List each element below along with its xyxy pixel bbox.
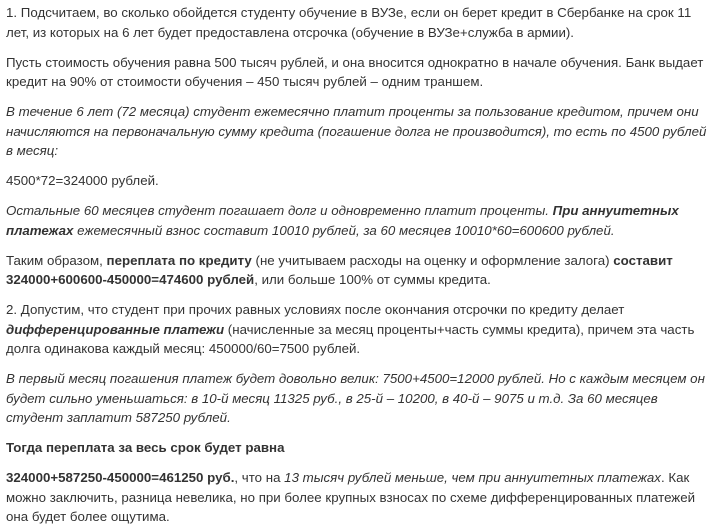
paragraph-6-text-c: (не учитываем расходы на оценку и оформление залога) [251, 252, 614, 268]
paragraph-5-emphasis: При аннуитетных платежах [6, 203, 679, 238]
paragraph-6 [6, 251, 716, 290]
paragraph-1: 1. Подсчитаем, во сколько обойдется студенту обучение в ВУЗе, если он берет кредит в Сбербанке на срок 11 лет, из которых на 6 лет будет предоставлена отсрочка (обучение в ВУЗе+служба в армии). [6, 5, 692, 40]
paragraph-7-emphasis: дифференцированные платежи [6, 321, 225, 337]
paragraph-10-text-d: . Как можно заключить, разница невелика, но при более крупных взносах по схеме дифференцированных платежей она будет более ощутима. [6, 470, 696, 524]
paragraph-3: В течение 6 лет (72 месяца) студент ежемесячно платит проценты за пользование кредитом, причем они начисляются на первоначальную сумму кредита (погашение долга не производится), то есть по 4500 рублей в месяц: [6, 104, 707, 158]
paragraph-5-text-a: Остальные 60 месяцев студент погашает долг и одновременно платит проценты. [6, 203, 553, 218]
paragraph-7-text-c: (начисленные за месяц проценты+часть суммы кредита), причем эта часть долга одинакова каждый месяц: 450000/60=7500 рублей. [6, 321, 695, 356]
paragraph-7 [6, 300, 716, 359]
paragraph-10-emphasis: 324000+587250-450000=461250 руб. [6, 470, 235, 485]
paragraph-9: Тогда переплата за весь срок будет равна [6, 440, 285, 455]
paragraph-7-text-a: 2. Допустим, что студент при прочих равных условиях после окончания отсрочки по кредиту делает [6, 302, 625, 317]
paragraph-6-text-a: Таким образом, [6, 252, 107, 268]
paragraph-10-text-b: , что на [234, 470, 285, 485]
paragraph-6-text-e: , или больше 100% от суммы кредита. [254, 272, 491, 287]
paragraph-10 [6, 468, 716, 527]
paragraph-2: Пусть стоимость обучения равна 500 тысяч рублей, и она вносится однократно в начале обучения. Банк выдает кредит на 90% от стоимости обучения – 450 тысяч рублей – одним траншем. [6, 54, 704, 89]
paragraph-5 [6, 201, 716, 240]
paragraph-5-text-c: ежемесячный взнос составит 10010 рублей, за 60 месяцев 10010*60=600600 рублей. [73, 222, 615, 238]
paragraph-6-emphasis-2: составит 324000+600600-450000=474600 рублей [6, 252, 673, 287]
paragraph-4: 4500*72=324000 рублей. [6, 173, 159, 188]
paragraph-10-italic: 13 тысяч рублей меньше, чем при аннуитетных платежах [284, 470, 661, 485]
paragraph-8: В первый месяц погашения платеж будет довольно велик: 7500+4500=12000 рублей. Но с каждым месяцем он будет сильно уменьшаться: в 10-й месяц 11325 руб., в 25-й – 10200, в 40-й – 9075 и т.д. За 60 месяцев студент заплатит 587250 рублей. [6, 371, 705, 425]
paragraph-6-emphasis-1: переплата по кредиту [106, 252, 252, 268]
